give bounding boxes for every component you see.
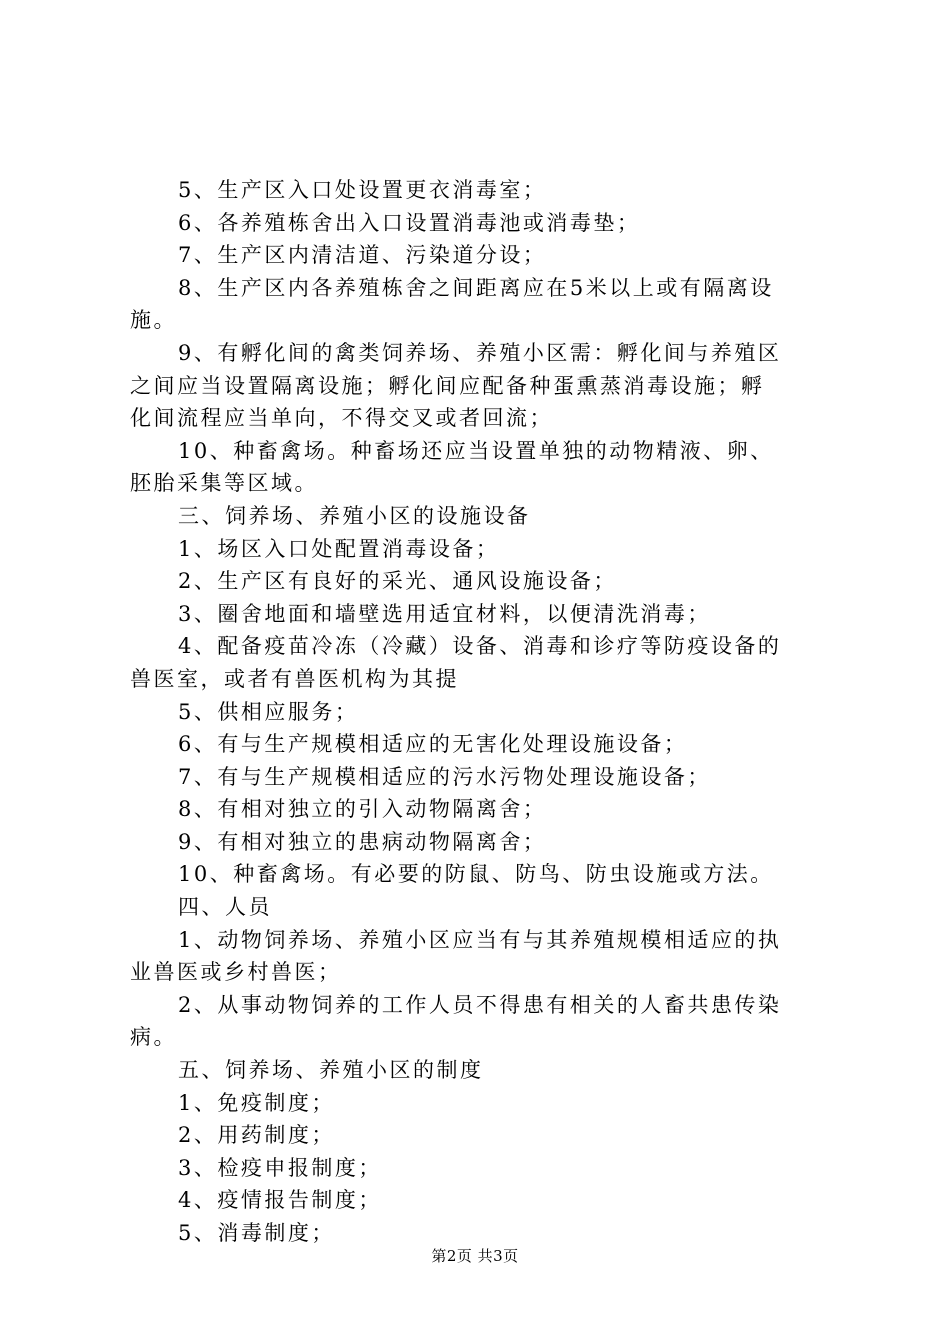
document-body: [130, 174, 830, 1250]
body-line: 2、用药制度；: [178, 1123, 335, 1148]
body-line: 10、种畜禽场。有必要的防鼠、防鸟、防虫设施或方法。: [178, 862, 774, 887]
body-line: 胚胎采集等区域。: [130, 471, 318, 496]
body-line: 3、圈舍地面和墙壁选用适宜材料，以便清洗消毒；: [178, 601, 711, 626]
page-footer: 第2页 共3页: [431, 1247, 519, 1265]
body-line: 3、检疫申报制度；: [178, 1155, 382, 1180]
body-line: 之间应当设置隔离设施；孵化间应配备种蛋熏蒸消毒设施；孵: [130, 373, 765, 398]
body-line: 业兽医或乡村兽医；: [130, 960, 342, 985]
body-line: 1、免疫制度；: [178, 1090, 335, 1115]
body-line: 2、从事动物饲养的工作人员不得患有相关的人畜共患传染: [178, 992, 782, 1017]
body-line: 10、种畜禽场。种畜场还应当设置单独的动物精液、卵、: [178, 438, 774, 463]
body-line: 8、生产区内各养殖栋舍之间距离应在5米以上或有隔离设: [178, 275, 774, 300]
body-line: 4、配备疫苗冷冻（冷藏）设备、消毒和诊疗等防疫设备的: [178, 634, 782, 659]
body-line: 8、有相对独立的引入动物隔离舍；: [178, 797, 547, 822]
body-line: 7、有与生产规模相适应的污水污物处理设施设备；: [178, 764, 711, 789]
body-line: 2、生产区有良好的采光、通风设施设备；: [178, 569, 617, 594]
body-line: 病。: [130, 1025, 177, 1050]
body-line: 6、有与生产规模相适应的无害化处理设施设备；: [178, 732, 688, 757]
body-line: 4、疫情报告制度；: [178, 1188, 382, 1213]
body-line: 1、动物饲养场、养殖小区应当有与其养殖规模相适应的执: [178, 927, 782, 952]
body-line: 9、有相对独立的患病动物隔离舍；: [178, 829, 547, 854]
section-heading: 五、饲养场、养殖小区的制度: [178, 1058, 484, 1083]
section-heading: 四、人员: [178, 895, 272, 920]
body-line: 7、生产区内清洁道、污染道分设；: [178, 243, 547, 268]
body-line: 5、生产区入口处设置更衣消毒室；: [178, 178, 547, 202]
body-line: 兽医室，或者有兽医机构为其提: [130, 666, 459, 691]
body-line: 9、有孵化间的禽类饲养场、养殖小区需：孵化间与养殖区: [178, 340, 782, 365]
body-line: 5、消毒制度；: [178, 1221, 335, 1245]
body-line: 1、场区入口处配置消毒设备；: [178, 536, 500, 561]
body-line: 6、各养殖栋舍出入口设置消毒池或消毒垫；: [178, 210, 641, 235]
body-line: 化间流程应当单向，不得交叉或者回流；: [130, 406, 553, 431]
body-line: 5、供相应服务；: [178, 699, 359, 724]
body-line: 施。: [130, 308, 177, 333]
section-heading: 三、饲养场、养殖小区的设施设备: [178, 503, 531, 528]
